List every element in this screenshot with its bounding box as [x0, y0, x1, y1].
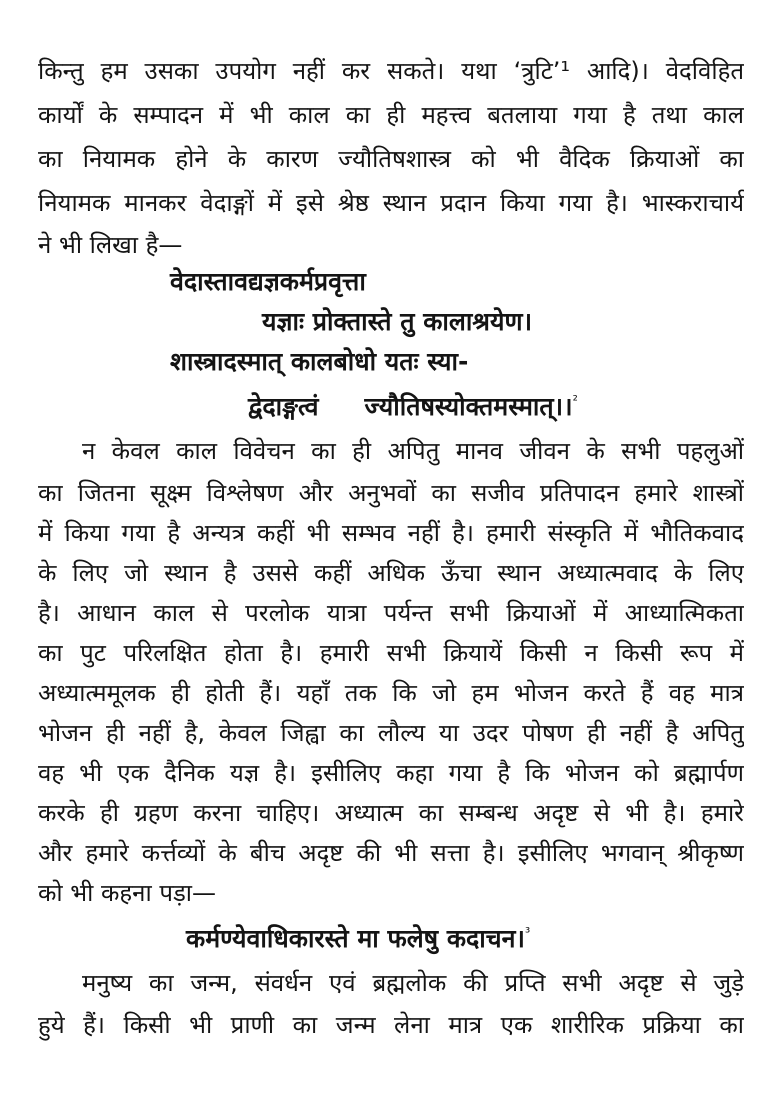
para1-line-1: किन्तु हम उसका उपयोग नहीं कर सकते। यथा ‘त्रुटि’¹ आदि)। वेदविहित	[38, 57, 744, 85]
verse2-line-1	[186, 914, 530, 954]
para1-line-5: ने भी लिखा है—	[38, 231, 183, 259]
para2-line-10: करके ही ग्रहण करना चाहिए। अध्यात्म का सम्बन्ध अदृष्ट से भी है। हमारे	[38, 799, 744, 827]
para2-line-5: है। आधान काल से परलोक यात्रा पर्यन्त सभी क्रियाओं में आध्यात्मिकता	[38, 599, 744, 627]
verse1-line-2: यज्ञाः प्रोक्तास्ते तु कालाश्रयेण।	[262, 307, 533, 336]
para2-line-2: का जितना सूक्ष्म विश्लेषण और अनुभवों का सजीव प्रतिपादन हमारे शास्त्रों	[38, 479, 744, 507]
para2-line-1: न केवल काल विवेचन का ही अपितु मानव जीवन के सभी पहलुओं	[82, 437, 744, 465]
para1-line-4: नियामक मानकर वेदाङ्गों में इसे श्रेष्ठ स्थान प्रदान किया गया है। भास्कराचार्य	[38, 189, 744, 217]
verse1-line-4	[248, 382, 578, 422]
para2-line-8: भोजन ही नहीं है, केवल जिह्वा का लौल्य या उदर पोषण ही नहीं है अपितु	[38, 719, 744, 747]
verse2-text: कर्मण्येवाधिकारस्ते मा फलेषु कदाचन।	[186, 924, 526, 953]
para2-line-9: वह भी एक दैनिक यज्ञ है। इसीलिए कहा गया है कि भोजन को ब्रह्मार्पण	[38, 759, 744, 787]
verse1-line-3: शास्त्रादस्मात् कालबोधो यतः स्या-	[170, 347, 469, 376]
para2-line-7: अध्यात्ममूलक ही होती हैं। यहाँ तक कि जो हम भोजन करते हैं वह मात्र	[38, 679, 744, 707]
verse1-line-1: वेदास्तावद्यज्ञकर्मप्रवृत्ता	[170, 267, 366, 296]
footnote-mark-2: ²	[572, 394, 578, 409]
para2-line-4: के लिए जो स्थान है उससे कहीं अधिक ऊँचा स्थान अध्यात्मवाद के लिए	[38, 559, 744, 587]
para2-line-3: में किया गया है अन्यत्र कहीं भी सम्भव नहीं है। हमारी संस्कृति में भौतिकवाद	[38, 519, 744, 547]
footnote-mark-3: ³	[525, 926, 531, 941]
verse1-line-4-part-b: ज्यौतिषस्योक्तमस्मात्।।	[364, 392, 573, 421]
verse1-line-4-part-a: द्वेदाङ्गत्वं	[248, 392, 319, 421]
para3-line-2: हुये हैं। किसी भी प्राणी का जन्म लेना मात्र एक शारीरिक प्रक्रिया का	[38, 1011, 744, 1039]
para1-line-3: का नियामक होने के कारण ज्यौतिषशास्त्र को भी वैदिक क्रियाओं का	[38, 145, 744, 173]
para2-line-12: को भी कहना पड़ा—	[38, 879, 217, 907]
para3-line-1: मनुष्य का जन्म, संवर्धन एवं ब्रह्मलोक की प्रप्ति सभी अदृष्ट से जुड़े	[82, 969, 744, 997]
para2-line-6: का पुट परिलक्षित होता है। हमारी सभी क्रियायें किसी न किसी रूप में	[38, 639, 744, 667]
para1-line-2: कार्यों के सम्पादन में भी काल का ही महत्त्व बतलाया गया है तथा काल	[38, 101, 744, 129]
para2-line-11: और हमारे कर्त्तव्यों के बीच अदृष्ट की भी सत्ता है। इसीलिए भगवान् श्रीकृष्ण	[38, 839, 744, 867]
